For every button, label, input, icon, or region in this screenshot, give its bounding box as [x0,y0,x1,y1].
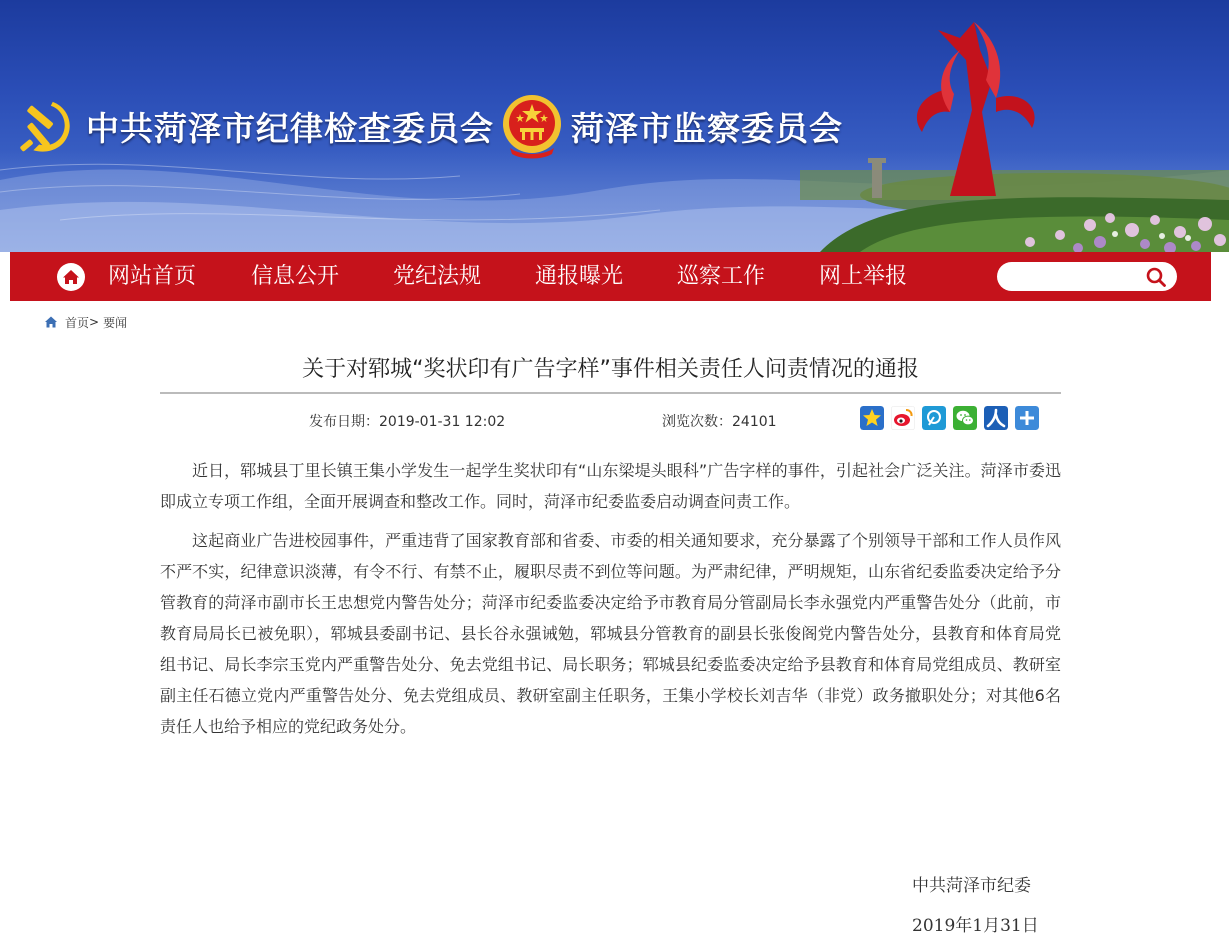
header-banner [0,0,1229,252]
breadcrumb-home-icon [44,315,58,329]
signature-org: 中共菏泽市纪委 [912,876,1031,896]
party-emblem-icon [14,96,76,158]
search-box [997,262,1177,291]
article-body [160,455,1061,750]
national-emblem-icon [500,92,564,162]
nav-item-party-regulations[interactable]: 党纪法规 [393,264,482,289]
nav-item-info-disclosure[interactable]: 信息公开 [251,264,340,289]
view-count: 浏览次数：24101 [662,414,777,430]
home-icon[interactable] [56,262,86,292]
party-org-title: 中共菏泽市纪律检查委员会 [86,109,494,148]
tencent-weibo-icon[interactable] [922,406,946,430]
publish-date: 发布日期：2019-01-31 12:02 [309,414,506,430]
signature-date: 2019年1月31日 [912,916,1039,936]
supervision-org-title: 菏泽市监察委员会 [571,109,843,148]
nav-item-home[interactable]: 网站首页 [108,264,197,289]
more-share-icon[interactable] [1015,406,1039,430]
nav-item-online-report[interactable]: 网上举报 [819,264,908,289]
main-nav [10,252,1211,301]
favorite-star-icon[interactable] [860,406,884,430]
search-input[interactable] [1009,266,1139,287]
renren-icon[interactable] [984,406,1008,430]
wechat-icon[interactable] [953,406,977,430]
nav-item-exposure[interactable]: 通报曝光 [535,264,624,289]
article-title: 关于对郓城“奖状印有广告字样”事件相关责任人问责情况的通报 [302,357,919,382]
weibo-icon[interactable] [891,406,915,430]
nav-item-inspection[interactable]: 巡察工作 [677,264,766,289]
article-paragraph: 这起商业广告进校园事件，严重违背了国家教育部和省委、市委的相关通知要求，充分暴露了个别领导干部和工作人员作风不严不实，纪律意识淡薄，有令不行、有禁不止，履职尽责不到位等问题。为严肃纪律，严明规矩，山东省纪委监委决定给予分管教育的菏泽市副市长王忠想党内警告处分；菏泽市纪委监委决定给予市教育局分管副局长李永强党内严重警告处分（此前，市教育局局长已被免职），郓城县委副书记、县长谷永强诫勉，郓城县分管教育的副县长张俊阁党内警告处分，县教育和体育局党组书记、局长李宗玉党内严重警告处分、免去党组书记、局长职务；郓城县纪委监委决定给予县教育和体育局党组成员、教研室副主任石德立党内严重警告处分、免去党组成员、教研室副主任职务，王集小学校长刘吉华（非党）政务撤职处分；对其他6名责任人也给予相应的党纪政务处分。 [160,531,1061,736]
breadcrumb [44,313,127,331]
search-icon[interactable] [1145,266,1167,288]
breadcrumb-separator: > [89,315,100,329]
article-paragraph: 近日，郓城县丁里长镇王集小学发生一起学生奖状印有“山东梁堤头眼科”广告字样的事件，引起社会广泛关注。菏泽市委迅即成立专项工作组，全面开展调查和整改工作。同时，菏泽市纪委监委启动调查问责工作。 [160,461,1061,511]
breadcrumb-current[interactable]: 要闻 [103,315,128,330]
breadcrumb-home-link[interactable]: 首页 [65,315,90,330]
title-divider [160,392,1061,394]
city-sculpture-scenery [760,20,1229,252]
